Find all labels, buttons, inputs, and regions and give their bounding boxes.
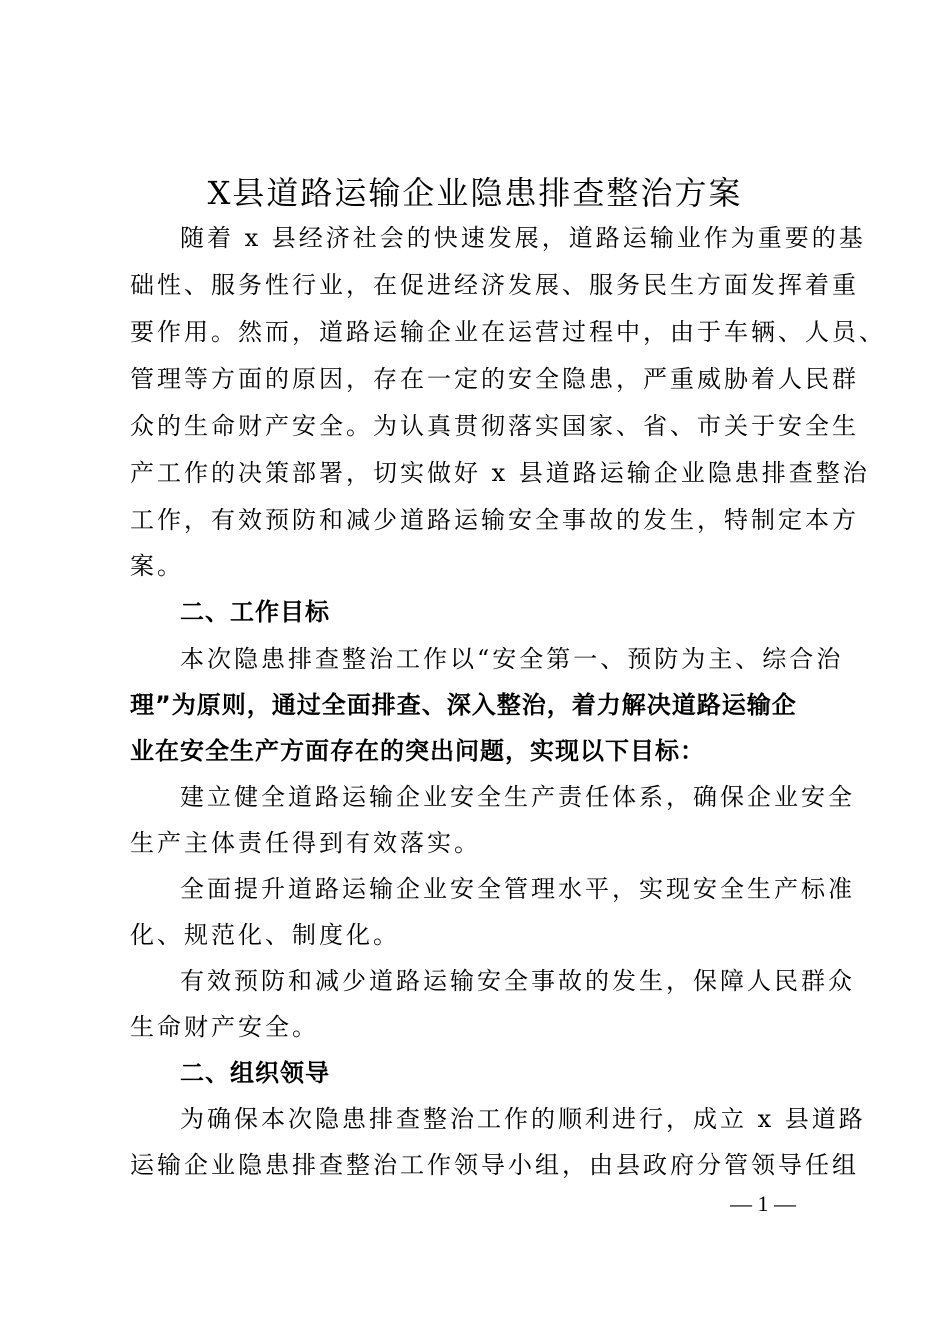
intro-line-2: 础性、服务性行业，在促进经济发展、服务民生方面发挥着重: [130, 271, 859, 299]
intro-line-6: 产工作的决策部署，切实做好 x 县道路运输企业隐患排查整治: [130, 459, 870, 487]
goal-3-line-2: 生命财产安全。: [130, 1013, 319, 1041]
page-number: — 1 —: [730, 1191, 796, 1216]
section-heading-goals: 二、工作目标: [180, 598, 330, 626]
document-title: X县道路运输企业隐患排查整治方案: [207, 174, 743, 212]
section-heading-leadership: 二、组织领导: [180, 1059, 330, 1087]
goal-1-line-1: 建立健全道路运输企业安全生产责任体系，确保企业安全: [180, 783, 855, 811]
goal-2-line-1: 全面提升道路运输企业安全管理水平，实现安全生产标准: [180, 875, 855, 903]
intro-line-3: 要作用。然而，道路运输企业在运营过程中，由于车辆、人员、: [130, 318, 886, 346]
intro-line-7: 工作，有效预防和减少道路运输安全事故的发生，特制定本方: [130, 506, 859, 534]
goal-2-line-2: 化、规范化、制度化。: [130, 921, 400, 949]
goals-para-line-1: 本次隐患排查整治工作以“安全第一、预防为主、综合治: [180, 645, 844, 673]
intro-line-5: 众的生命财产安全。为认真贯彻落实国家、省、市关于安全生: [130, 412, 859, 440]
goals-para-line-2: 理”为原则，通过全面排查、深入整治，着力解决道路运输企: [130, 691, 797, 719]
leadership-para-line-2: 运输企业隐患排查整治工作领导小组，由县政府分管领导任组: [130, 1151, 859, 1179]
intro-line-1: 随着 x 县经济社会的快速发展，道路运输业作为重要的基: [180, 224, 866, 252]
goal-3-line-1: 有效预防和减少道路运输安全事故的发生，保障人民群众: [180, 967, 855, 995]
goals-para-line-3: 业在安全生产方面存在的突出问题，实现以下目标：: [130, 737, 705, 765]
intro-line-8: 案。: [130, 552, 184, 580]
leadership-para-line-1: 为确保本次隐患排查整治工作的顺利进行，成立 x 县道路: [180, 1105, 866, 1133]
goal-1-line-2: 生产主体责任得到有效落实。: [130, 829, 481, 857]
intro-line-4: 管理等方面的原因，存在一定的安全隐患，严重威胁着人民群: [130, 365, 859, 393]
